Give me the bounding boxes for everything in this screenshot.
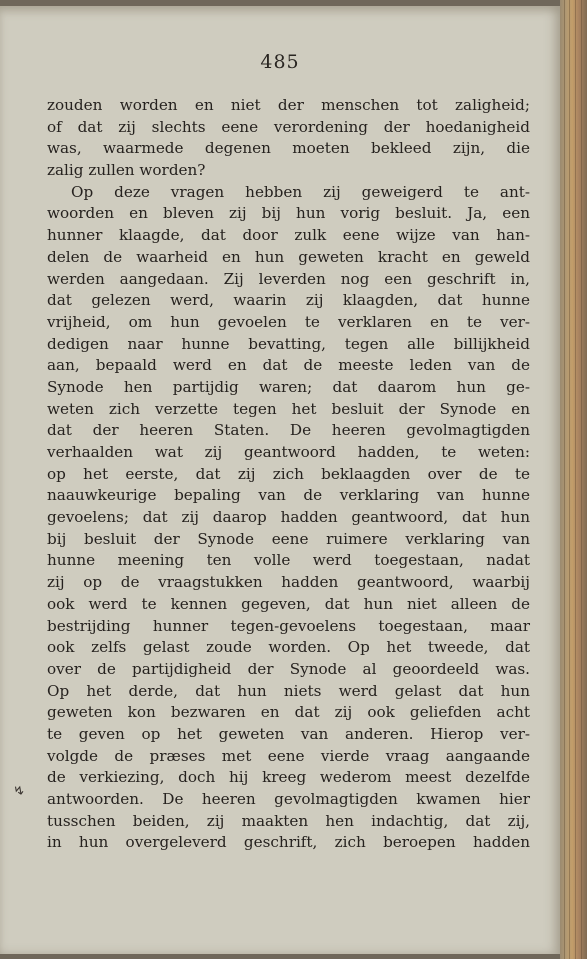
text-line: aan, bepaald werd en dat de meeste leden van de bbox=[47, 356, 530, 375]
edge-line bbox=[575, 0, 576, 959]
text-line: over de partijdigheid der Synode al geoordeeld was. bbox=[47, 659, 530, 678]
text-line: bestrijding hunner tegen-gevoelens toegestaan, maar bbox=[47, 616, 530, 635]
text-line: of dat zij slechts eene verordening der hoedanigheid bbox=[47, 117, 530, 136]
text-line: volgde de præses met eene vierde vraag aangaande bbox=[47, 746, 530, 765]
text-line: verhaalden wat zij geantwoord hadden, te weten: bbox=[47, 443, 530, 461]
text-line: zouden worden en niet der menschen tot zaligheid; bbox=[47, 96, 530, 114]
text-line: naauwkeurige bepaling van de verklaring van hunne bbox=[47, 486, 530, 505]
text-line: hunne meening ten volle werd toegestaan, nadat bbox=[47, 551, 530, 570]
text-line: zij op de vraagstukken hadden geantwoord, waarbij bbox=[47, 573, 530, 592]
text-line: antwoorden. De heeren gevolmagtigden kwamen hier bbox=[47, 790, 530, 808]
text-line: weten zich verzette tegen het besluit der Synode en bbox=[47, 399, 530, 418]
edge-line bbox=[569, 0, 570, 959]
text-line: hunner klaagde, dat door zulk eene wijze van han- bbox=[47, 226, 530, 245]
text-line: zalig zullen worden? bbox=[47, 161, 206, 180]
text-line: bij besluit der Synode eene ruimere verklaring van bbox=[47, 529, 530, 548]
text-line: tusschen beiden, zij maakten hen indachtig, dat zij, bbox=[47, 811, 530, 830]
edge-line bbox=[564, 0, 565, 959]
text-line: woorden en bleven zij bij hun vorig besluit. Ja, een bbox=[47, 204, 530, 223]
text-line: gevoelens; dat zij daarop hadden geantwoord, dat hun bbox=[47, 508, 530, 527]
text-line: vrijheid, om hun gevoelen te verklaren en te ver- bbox=[47, 312, 530, 331]
text-line: op het eerste, dat zij zich beklaagden over de te bbox=[47, 464, 530, 483]
pencil-mark-icon: ↯ bbox=[11, 782, 28, 801]
text-line: Synode hen partijdig waren; dat daarom hun ge- bbox=[47, 377, 530, 396]
text-line: was, waarmede degenen moeten bekleed zijn, die bbox=[47, 139, 530, 158]
page-edge bbox=[560, 0, 587, 959]
text-line: Op het derde, dat hun niets werd gelast dat hun bbox=[47, 681, 530, 700]
text-line: Op deze vragen hebben zij geweigerd te ant- bbox=[71, 182, 530, 201]
edge-line bbox=[581, 0, 582, 959]
text-line: delen de waarheid en hun geweten kracht en geweld bbox=[47, 247, 530, 266]
text-line: dat gelezen werd, waarin zij klaagden, dat hunne bbox=[47, 291, 530, 310]
book-page bbox=[0, 6, 560, 954]
text-line: de verkiezing, doch hij kreeg wederom meest dezelfde bbox=[47, 768, 530, 787]
page-number: 485 bbox=[260, 51, 300, 73]
body-text bbox=[47, 95, 530, 854]
text-line: ook werd te kennen gegeven, dat hun niet alleen de bbox=[47, 594, 530, 613]
text-line: werden aangedaan. Zij leverden nog een geschrift in, bbox=[47, 269, 530, 288]
text-line: in hun overgeleverd geschrift, zich beroepen hadden bbox=[47, 833, 530, 852]
text-line: ook zelfs gelast zoude worden. Op het tweede, dat bbox=[47, 638, 530, 657]
text-line: dat der heeren Staten. De heeren gevolmagtigden bbox=[47, 421, 530, 440]
text-line: te geven op het geweten van anderen. Hierop ver- bbox=[47, 724, 530, 743]
text-line: geweten kon bezwaren en dat zij ook geliefden acht bbox=[47, 703, 530, 722]
text-line: dedigen naar hunne bevatting, tegen alle billijkheid bbox=[47, 334, 530, 353]
